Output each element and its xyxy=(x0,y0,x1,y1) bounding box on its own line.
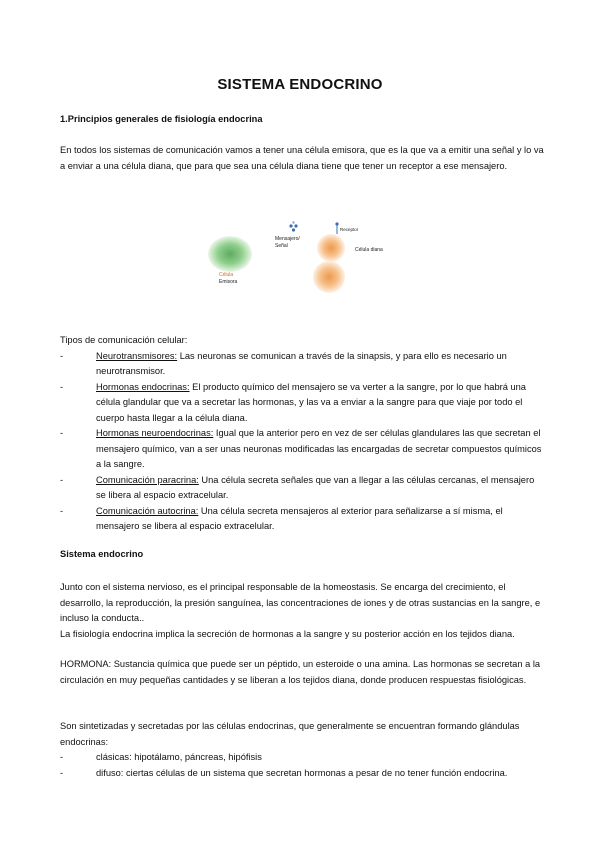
messenger-molecules-icon xyxy=(289,221,297,231)
section-heading-principios: 1.Principios generales de fisiología endocrina xyxy=(60,114,263,124)
mensajero-label-line1: Mensajero/ xyxy=(275,236,300,242)
glandula-text: difuso: ciertas células de un sistema que secretan hormonas a pesar de no tener función endocrina. xyxy=(96,767,508,778)
tipo-item xyxy=(60,504,544,535)
tipo-term: Neurotransmisores: xyxy=(96,350,178,361)
paragraph-homeostasis: Junto con el sistema nervioso, es el principal responsable de la homeostasis. Se encarga del crecimiento, el desarrollo, la reproducción, la presión sanguínea, las concentraciones de iones y de otras sustancias en la sangre, e incluso la conducta.. xyxy=(60,582,541,623)
list-dash: - xyxy=(60,767,64,778)
tipo-description: Una célula secreta mensajeros al exterior para señalizarse a sí misma, el mensajero se libera al espacio extracelular. xyxy=(96,505,503,531)
paragraph-fisiologia: La fisiología endocrina implica la secreción de hormonas a la sangre y su posterior acción en los tejidos diana. xyxy=(60,629,515,639)
list-dash: - xyxy=(60,474,64,485)
receptor-icon xyxy=(335,222,338,234)
tipos-intro: Tipos de comunicación celular: xyxy=(60,335,188,345)
glandulas-list xyxy=(60,750,544,781)
mensajero-label-line2: Señal xyxy=(275,243,288,249)
glandula-item xyxy=(60,750,544,766)
tipo-item xyxy=(60,473,544,504)
tipo-term: Hormonas endocrinas: xyxy=(96,381,190,392)
emisora-label-line2: Emisora xyxy=(219,279,238,285)
list-dash: - xyxy=(60,428,64,438)
list-dash: - xyxy=(60,505,64,516)
receptor-label: Receptor xyxy=(340,227,359,232)
paragraph-comunicacion: En todos los sistemas de comunicación vamos a tener una célula emisora, que es la que va a emitir una señal y lo va a enviar a una célula diana, que para que sea una célula diana tiene que tener un receptor a ese mensajero. xyxy=(60,145,544,171)
glandula-text: clásicas: hipotálamo, páncreas, hipófisis xyxy=(96,752,262,762)
section-heading-sistema: Sistema endocrino xyxy=(60,549,144,559)
tipo-item xyxy=(60,349,544,380)
glandula-item xyxy=(60,766,544,782)
list-dash: - xyxy=(60,381,64,392)
target-cell-bottom xyxy=(313,261,345,293)
tipo-term: Comunicación autocrina: xyxy=(96,505,199,516)
list-dash: - xyxy=(60,350,64,361)
tipo-item xyxy=(60,426,544,473)
emisora-label-line1: Célula xyxy=(219,272,234,278)
paragraph-hormona: HORMONA: Sustancia química que puede ser un péptido, un esteroide o una amina. Las hormonas se secretan a la circulación en muy pequeñas cantidades y se liberan a los tejidos diana, donde producen respuestas fisiológicas. xyxy=(60,659,541,685)
tipos-list xyxy=(60,349,544,535)
page-title: SISTEMA ENDOCRINO xyxy=(217,76,383,93)
cell-communication-figure xyxy=(205,220,405,300)
tipo-description: Igual que la anterior pero en vez de ser células glandulares las que secretan el mensajero químico, van a ser unas neuronas modificadas las encargadas de secretar compuestos químicos a la sangre. xyxy=(96,428,542,469)
tipo-term: Hormonas neuroendocrinas: xyxy=(96,428,214,438)
tipo-term: Comunicación paracrina: xyxy=(96,474,199,485)
tipo-description: Las neuronas se comunican a través de la sinapsis, y para ello es necesario un neurotransmisor. xyxy=(96,350,507,376)
emitting-cell xyxy=(208,236,252,272)
paragraph-sintetizadas: Son sintetizadas y secretadas por las células endocrinas, que generalmente se encuentran formando glándulas endocrinas: xyxy=(60,721,520,747)
tipo-description: El producto químico del mensajero se va verter a la sangre, por lo que habrá una célula glandular que va a secretar las hormonas, y las va a enviar a la sangre para que viaje por todo el cuerpo hasta llegar a la célula diana. xyxy=(96,381,526,423)
list-dash: - xyxy=(60,752,64,762)
tipos-section xyxy=(60,333,544,535)
tipo-item xyxy=(60,380,544,427)
target-cell-top xyxy=(317,234,345,262)
tipo-description: Una célula secreta señales que van a llegar a las células cercanas, el mensajero se libera al espacio extracelular. xyxy=(96,474,535,500)
cell-diagram xyxy=(205,220,405,300)
diana-label: Célula diana xyxy=(355,247,383,253)
